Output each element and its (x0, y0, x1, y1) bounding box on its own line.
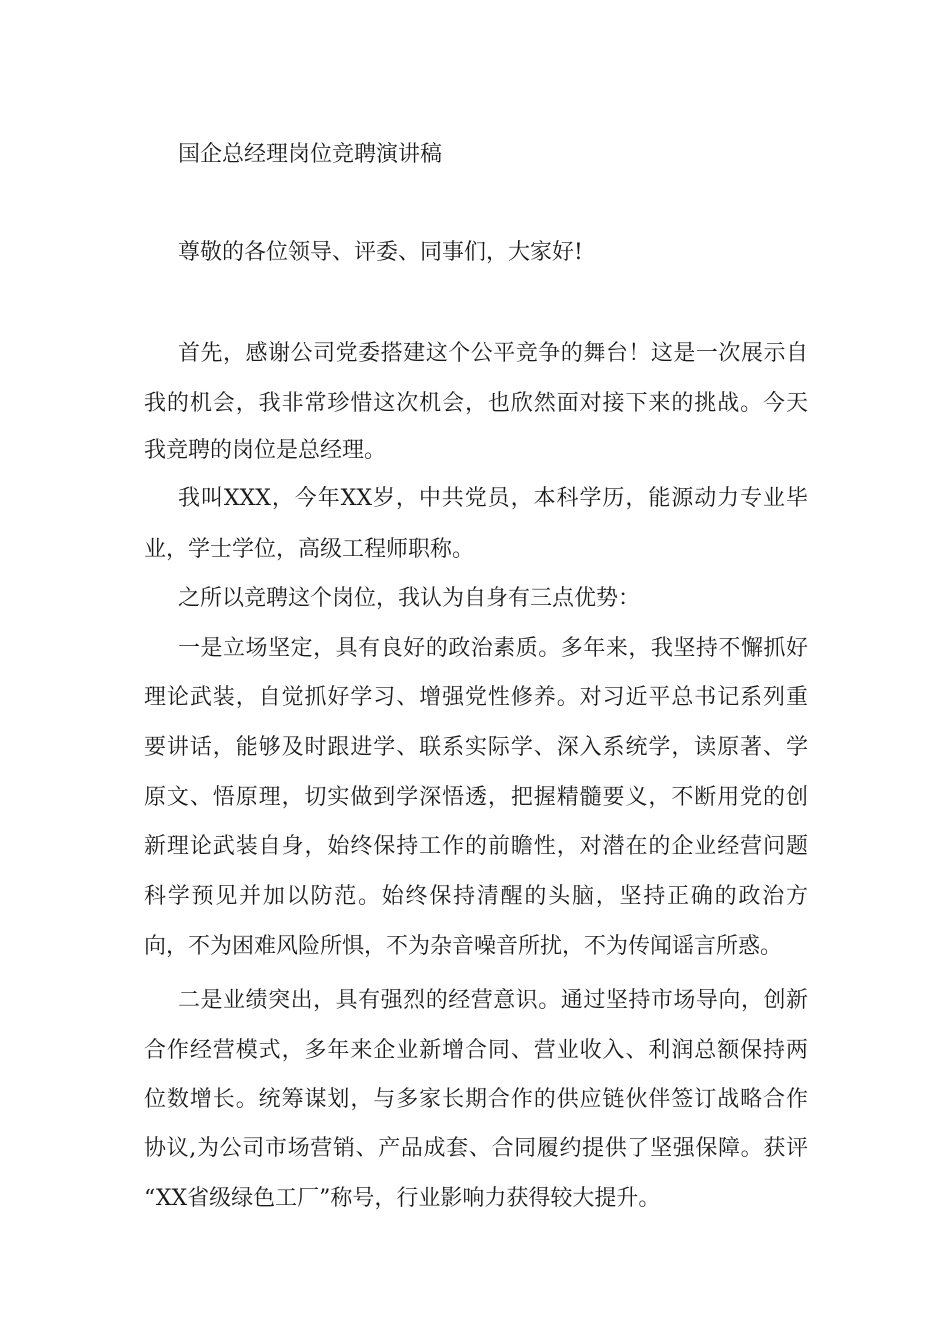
greeting-line: 尊敬的各位领导、评委、同事们，大家好! (178, 240, 583, 265)
paragraph-line: 我的机会，我非常珍惜这次机会，也欣然面对接下来的挑战。今天 (144, 391, 808, 416)
paragraph-line: 位数增长。统筹谋划，与多家长期合作的供应链伙伴签订战略合作 (144, 1087, 808, 1112)
paragraph-line: 向，不为困难风险所惧，不为杂音噪音所扰，不为传闻谣言所惑。 (144, 934, 783, 959)
paragraph-line: 要讲话，能够及时跟进学、联系实际学、深入系统学，读原著、学 (144, 735, 808, 760)
paragraph-line: 原文、悟原理，切实做到学深悟透，把握精髓要义，不断用党的创 (144, 785, 808, 810)
paragraph-line: 我叫XXX，今年XX岁，中共党员，本科学历，能源动力专业毕 (178, 486, 808, 511)
paragraph-line: 理论武装，自觉抓好学习、增强党性修养。对习近平总书记系列重 (144, 685, 808, 710)
paragraph-line: 协议,为公司市场营销、产品成套、合同履约提供了坚强保障。获评 (144, 1136, 808, 1161)
paragraph-line: “XX省级绿色工厂”称号，行业影响力获得较大提升。 (144, 1186, 661, 1211)
paragraph-line: 二是业绩突出，具有强烈的经营意识。通过坚持市场导向，创新 (178, 988, 808, 1013)
paragraph-line: 新理论武装自身，始终保持工作的前瞻性，对潜在的企业经营问题 (144, 834, 808, 859)
paragraph-line: 合作经营模式，多年来企业新增合同、营业收入、利润总额保持两 (144, 1038, 808, 1063)
paragraph-line: 科学预见并加以防范。始终保持清醒的头脑，坚持正确的政治方 (144, 884, 808, 909)
paragraph-line: 一是立场坚定，具有良好的政治素质。多年来，我坚持不懈抓好 (178, 636, 808, 661)
paragraph-line: 业，学士学位，高级工程师职称。 (144, 537, 475, 562)
paragraph-line: 首先，感谢公司党委搭建这个公平竞争的舞台！这是一次展示自 (178, 341, 808, 366)
paragraph-line: 我竞聘的岗位是总经理。 (144, 438, 387, 463)
paragraph-line: 之所以竞聘这个岗位，我认为自身有三点优势： (178, 586, 641, 611)
document-title: 国企总经理岗位竞聘演讲稿 (178, 142, 443, 167)
